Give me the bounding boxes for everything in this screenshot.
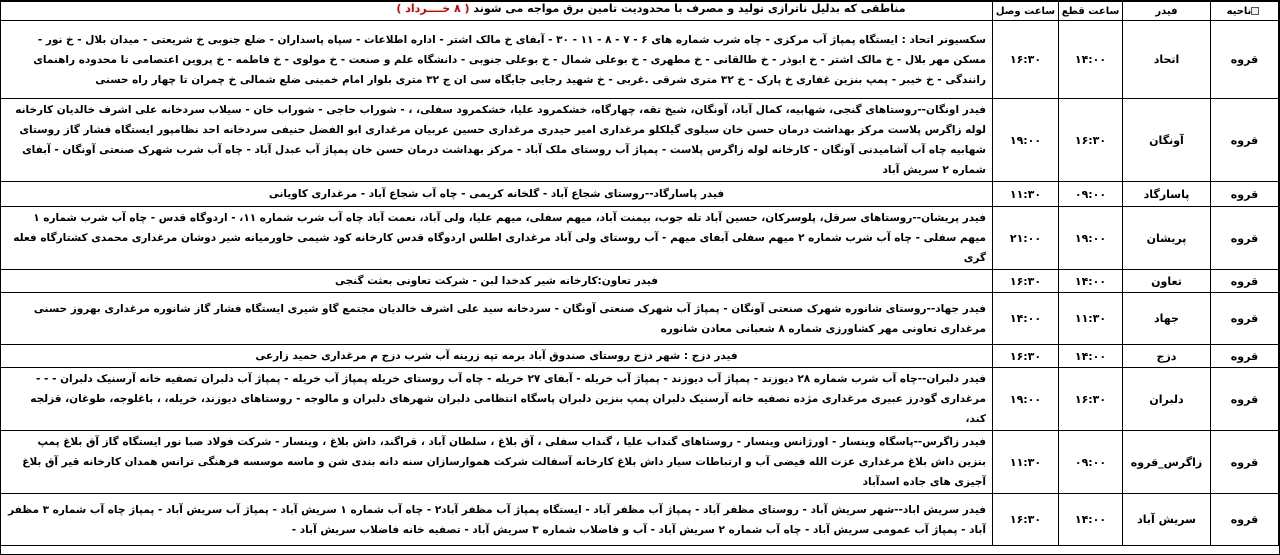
- cut-time-cell: ۱۴:۰۰: [1059, 345, 1123, 368]
- region-cell: قروه: [1211, 293, 1279, 345]
- region-cell: قروه: [1211, 270, 1279, 293]
- region-cell: قروه: [1211, 207, 1279, 270]
- feeder-cell: دلبران: [1123, 368, 1211, 431]
- connect-time-cell: ۱۶:۳۰: [993, 21, 1059, 99]
- affected-areas-cell: فیدر تعاون:کارخانه شیر کدخدا لبن - شرکت تعاونی بعثت گنجی: [1, 270, 993, 293]
- table-row: [1, 21, 1279, 99]
- connect-time-cell: ۲۱:۰۰: [993, 207, 1059, 270]
- connect-time-cell: ۱۹:۰۰: [993, 368, 1059, 431]
- table-row: [1, 293, 1279, 345]
- connect-time-cell: ۱۶:۳۰: [993, 270, 1059, 293]
- connect-time-cell: ۱۱:۳۰: [993, 182, 1059, 207]
- affected-areas-cell: فیدر اونگان--روستاهای گنجی، شهابیه، کمال آباد، آونگان، شیخ تقه، چهارگاه، خشکمرود علیا، خشکمرود سفلی، ، - شوراب حاجی - شوراب خان - سیلاب سردخانه علی اشرف خالدیان کارخانه لوله زاگرس پلاست مرکز بهداشت درمان حسن خان سیلوی گیلکلو مرغداری امیر حیدری مرغداری حسین عربیان مرغداری ابو الفضل حنیفی سردخانه احد نظامپور ایستگاه فشار گاز روستای شهابیه چاه آب آشامیدنی آونگان - کارخانه لوله زاگرس پلاست - پمپاژ آب روستای ملک آباد - مرکز بهداشت درمان حسن خان پمپاژ آب عبدل آباد - چاه آب شرب شهرک صنعتی آونگان - آبفای شماره ۲ سریش آباد: [1, 99, 993, 182]
- cut-time-cell: ۰۹:۰۰: [1059, 182, 1123, 207]
- feeder-cell: جهاد: [1123, 293, 1211, 345]
- affected-areas-cell: فیدر دلبران--چاه آب شرب شماره ۲۸ دیوزند - پمپاژ آب دیوزند - پمپاژ آب خریله - آبفای ۲۷ خریله - چاه آب روستای خریله پمپاژ آب خریله - پمپاژ آب دلبران تصفیه خانه آرسنیک دلبران - - - مرغداری گودرز عبیری مرغداری مژده تصفیه خانه آرسنیک دلبران پمپ بنزین دلبران پاسگاه انتظامی دلبران شهرهای دلبران و مالوجه - روستاهای دیوزند، خریله، ، باغلوجه، طوغان، قزلجه کند،: [1, 368, 993, 431]
- region-cell: قروه: [1211, 21, 1279, 99]
- feeder-cell: اتحاد: [1123, 21, 1211, 99]
- col-header-cut-time: ساعت قطع: [1059, 2, 1123, 21]
- feeder-cell: زاگرس_قروه: [1123, 431, 1211, 494]
- title-main: مناطقی که بدلیل ناترازی تولید و مصرف با محدودیت تامین برق مواجه می شوند: [473, 2, 906, 15]
- cut-time-cell: ۱۹:۰۰: [1059, 207, 1123, 270]
- region-cell: قروه: [1211, 182, 1279, 207]
- region-cell: قروه: [1211, 431, 1279, 494]
- cut-time-cell: ۱۴:۰۰: [1059, 494, 1123, 546]
- region-cell: قروه: [1211, 368, 1279, 431]
- filter-icon[interactable]: [1251, 7, 1259, 15]
- affected-areas-cell: فیدر پریشان--روستاهای سرقل، پلوسرکان، حسین آباد تله جوب، بیمنت آباد، میهم سفلی، میهم علیا، ولی آباد، نعمت آباد چاه آب شرب شماره ۱۱، - اردوگاه قدس - چاه آب شرب شماره ۱ میهم سفلی - چاه آب شرب شماره ۲ میهم سفلی آبفای میهم - آب روستای ولی آباد مرغداری اطلس اردوگاه قدس کارخانه کود شیمی خاورمیانه شیر دوشان مرغداری محمدی کشتارگاه فعله گری: [1, 207, 993, 270]
- table-row: [1, 345, 1279, 368]
- cut-time-cell: ۱۴:۰۰: [1059, 270, 1123, 293]
- connect-time-cell: ۱۶:۳۰: [993, 494, 1059, 546]
- col-header-connect-time: ساعت وصل: [993, 2, 1059, 21]
- connect-time-cell: ۱۱:۳۰: [993, 431, 1059, 494]
- affected-areas-cell: فیدر زاگرس--پاسگاه وینسار - اورژانس وینسار - روستاهای گنداب علیا ، گنداب سفلی ، آق بلاغ ، سلطان آباد ، قراگند، داش بلاغ ، وینسار - شرکت فولاد صبا نور ایستگاه گاز آق بلاغ پمپ بنزین داش بلاغ مرغداری عزت الله فیضی آب و ارتباطات سیار داش بلاغ کارخانه آسفالت شرکت هموارسازان سنه دانه بندی شن و ماسه موسسه فرهنگی ترانس همدان کارخانه قیر آق بلاغ آجیزی های جاده اسدآباد: [1, 431, 993, 494]
- affected-areas-cell: سکسیونر اتحاد : ایستگاه پمپاژ آب مرکزی - چاه شرب شماره های ۶ - ۷ - ۸ - ۱۱ - ۳۰ - آبفای خ مالک اشتر - اداره اطلاعات - سپاه پاسداران - ضلع جنوبی خ شریعتی - میدان بلال - خ نور - مسکن مهر بلال - خ مالک اشتر - خ ابوذر - خ طالقانی - خ مطهری - خ بوعلی شمال - خ بوعلی جنوبی - دانشگاه علم و صنعت - خ مولوی - خ فاطمه - خ پروین اعتصامی تا محدوده راهنمای رانندگی - خ خیبر - پمپ بنزین غفاری خ پارک - خ ۳۲ متری شرقی .غربی - خ شهید رجایی جایگاه سی ان ج ۳۲ متری بلوار امام خمینی ضلع شمالی خ چمران تا چهار راه حسنی: [1, 21, 993, 99]
- table-row: [1, 368, 1279, 431]
- region-cell: قروه: [1211, 99, 1279, 182]
- table-row: [1, 270, 1279, 293]
- feeder-cell: آونگان: [1123, 99, 1211, 182]
- affected-areas-cell: فیدر جهاد--روستای شانوره شهرک صنعتی آونگان - پمپاژ آب شهرک صنعتی آونگان - سردخانه سید علی اشرف خالدیان مجتمع گاو شیری ایستگاه فشار گاز شانوره مرغداری بهروز حسنی مرغداری تعاونی مهر کشاورزی شماره ۸ شعبانی معادن شانوره: [1, 293, 993, 345]
- cut-time-cell: ۰۹:۰۰: [1059, 431, 1123, 494]
- affected-areas-cell: فیدر سریش اباد--شهر سریش آباد - روستای مظفر آباد - پمپاژ آب مظفر آباد - ایستگاه پمپاژ آب مظفر آباد۲ - چاه آب شماره ۱ سریش آباد - پمپاژ آب سریش آباد - پمپاژ چاه آب شماره ۳ مظفر آباد - پمپاژ آب عمومی سریش آباد - چاه آب شماره ۲ سریش آباد - آب و فاضلاب شماره ۳ سریش آباد - تصفیه خانه فاضلاب سریش آباد -: [1, 494, 993, 546]
- outage-table: [0, 1, 1279, 546]
- table-row: [1, 207, 1279, 270]
- cut-time-cell: ۱۴:۰۰: [1059, 21, 1123, 99]
- region-cell: قروه: [1211, 494, 1279, 546]
- feeder-cell: پاسارگاد: [1123, 182, 1211, 207]
- table-row: [1, 431, 1279, 494]
- affected-areas-cell: فیدر پاسارگاد--روستای شجاع آباد - گلخانه کریمی - چاه آب شجاع آباد - مرغداری کاویانی: [1, 182, 993, 207]
- connect-time-cell: ۱۶:۳۰: [993, 345, 1059, 368]
- cut-time-cell: ۱۱:۳۰: [1059, 293, 1123, 345]
- cut-time-cell: ۱۶:۳۰: [1059, 99, 1123, 182]
- feeder-cell: پریشان: [1123, 207, 1211, 270]
- title-date: ( ۸ خــــرداد ): [396, 2, 470, 15]
- table-row: [1, 182, 1279, 207]
- table-body: [1, 21, 1279, 546]
- feeder-cell: دزج: [1123, 345, 1211, 368]
- table-title: [351, 1, 951, 17]
- affected-areas-cell: فیدر دزج : شهر دزج روستای صندوق آباد برمه تپه زرینه آب شرب دزج م مرغداری حمید زارعی: [1, 345, 993, 368]
- table-row: [1, 99, 1279, 182]
- region-cell: قروه: [1211, 345, 1279, 368]
- cut-time-cell: ۱۶:۳۰: [1059, 368, 1123, 431]
- col-header-region[interactable]: ناحیه: [1211, 2, 1279, 21]
- table-row: [1, 494, 1279, 546]
- feeder-cell: سریش آباد: [1123, 494, 1211, 546]
- connect-time-cell: ۱۹:۰۰: [993, 99, 1059, 182]
- connect-time-cell: ۱۴:۰۰: [993, 293, 1059, 345]
- col-header-feeder: فیدر: [1123, 2, 1211, 21]
- feeder-cell: تعاون: [1123, 270, 1211, 293]
